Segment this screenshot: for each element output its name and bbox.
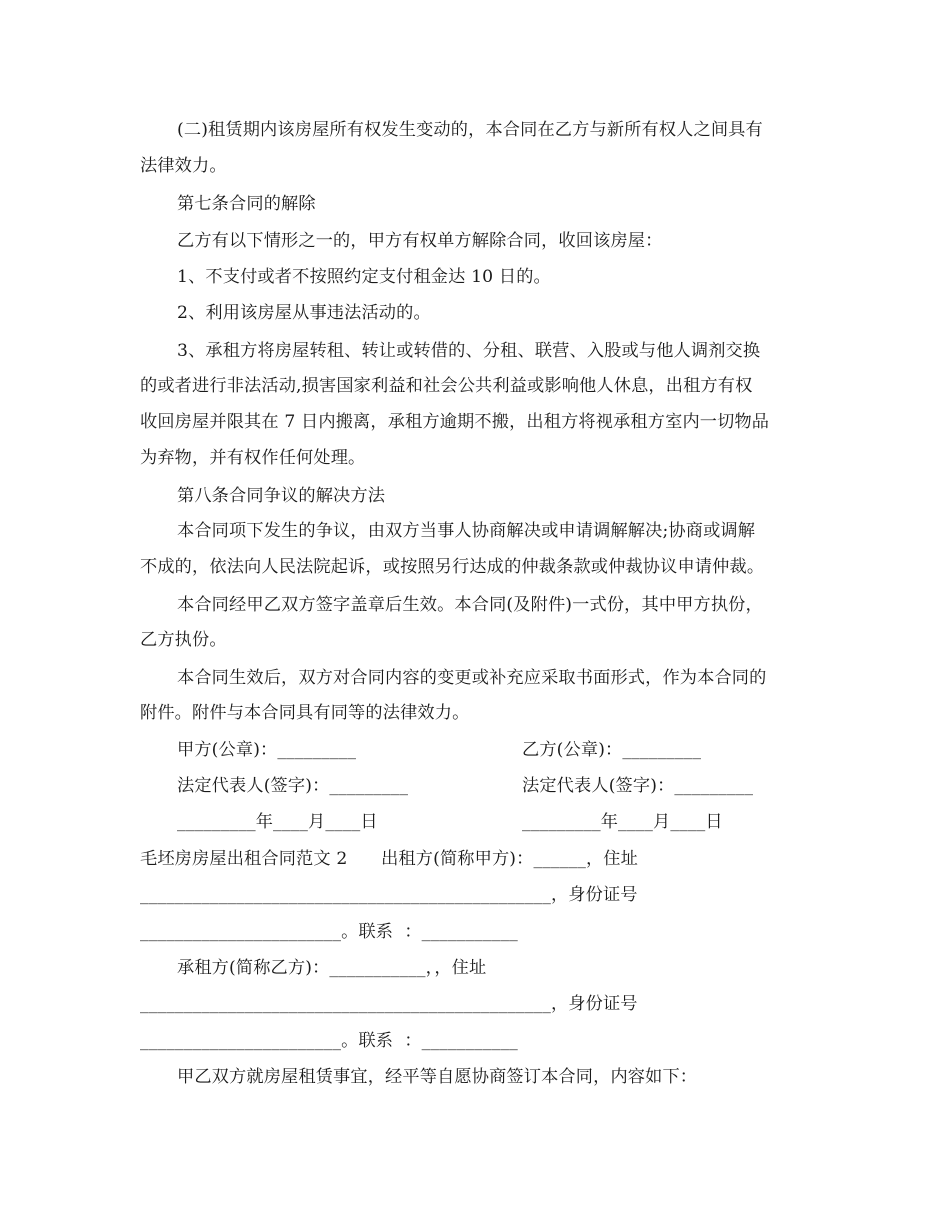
party-a-date-field: _________年____月____日: [177, 812, 378, 832]
lessee-line: 承租方(简称乙方)：___________，，住址: [177, 958, 487, 978]
amendment-clause-line: 本合同生效后，双方对合同内容的变更或补充应采取书面形式，作为本合同的: [177, 668, 767, 688]
lessee-address-line: _______________________________________________，身份证号: [140, 994, 638, 1014]
lessee-contact-line: _______________________。联系 ：___________: [140, 1031, 518, 1051]
article-7-title: 第七条合同的解除: [177, 194, 316, 214]
article-7-item-2: 2、利用该房屋从事违法活动的。: [177, 303, 431, 323]
article-7-item-3-line: 3、承租方将房屋转租、转让或转借的、分租、联营、入股或与他人调剂交换: [177, 341, 761, 361]
party-b-date-field: _________年____月____日: [522, 812, 723, 832]
lessor-address-line: _______________________________________________，身份证号: [140, 885, 638, 905]
effect-clause-line: 乙方执份。: [140, 630, 227, 650]
article-8-body-line: 不成的，依法向人民法院起诉，或按照另行达成的仲裁条款或仲裁协议申请仲裁。: [140, 557, 765, 577]
party-b-seal-field: 乙方(公章)：_________: [522, 740, 702, 760]
article-7-item-1: 1、不支付或者不按照约定支付租金达 10 日的。: [177, 267, 551, 287]
article-8-title: 第八条合同争议的解决方法: [177, 486, 386, 506]
article-8-body-line: 本合同项下发生的争议，由双方当事人协商解决或申请调解解决;协商或调解: [177, 521, 756, 541]
article-7-item-3-line: 为弃物，并有权作任何处理。: [140, 448, 366, 468]
article-7-intro: 乙方有以下情形之一的，甲方有权单方解除合同，收回该房屋：: [177, 231, 663, 251]
clause-2-line: (二)租赁期内该房屋所有权发生变动的，本合同在乙方与新所有权人之间具有: [177, 120, 763, 140]
party-b-representative-field: 法定代表人(签字)：_________: [522, 776, 754, 796]
agreement-intro: 甲乙双方就房屋租赁事宜，经平等自愿协商签订本合同，内容如下：: [177, 1067, 698, 1087]
party-a-seal-field: 甲方(公章)：_________: [177, 740, 357, 760]
amendment-clause-line: 附件。附件与本合同具有同等的法律效力。: [140, 703, 470, 723]
sample-2-heading: 毛坯房房屋出租合同范文 2 出租方(简称甲方)：______，住址: [140, 849, 638, 869]
article-7-item-3-line: 的或者进行非法活动,损害国家利益和社会公共利益或影响他人休息，出租方有权: [140, 376, 753, 396]
lessor-contact-line: _______________________。联系 ：___________: [140, 922, 518, 942]
party-a-representative-field: 法定代表人(签字)：_________: [177, 776, 409, 796]
clause-2-line: 法律效力。: [140, 156, 227, 176]
article-7-item-3-line: 收回房屋并限其在 7 日内搬离，承租方逾期不搬，出租方将视承租方室内一切物品: [140, 412, 770, 432]
effect-clause-line: 本合同经甲乙双方签字盖章后生效。本合同(及附件)一式份，其中甲方执份，: [177, 595, 763, 615]
